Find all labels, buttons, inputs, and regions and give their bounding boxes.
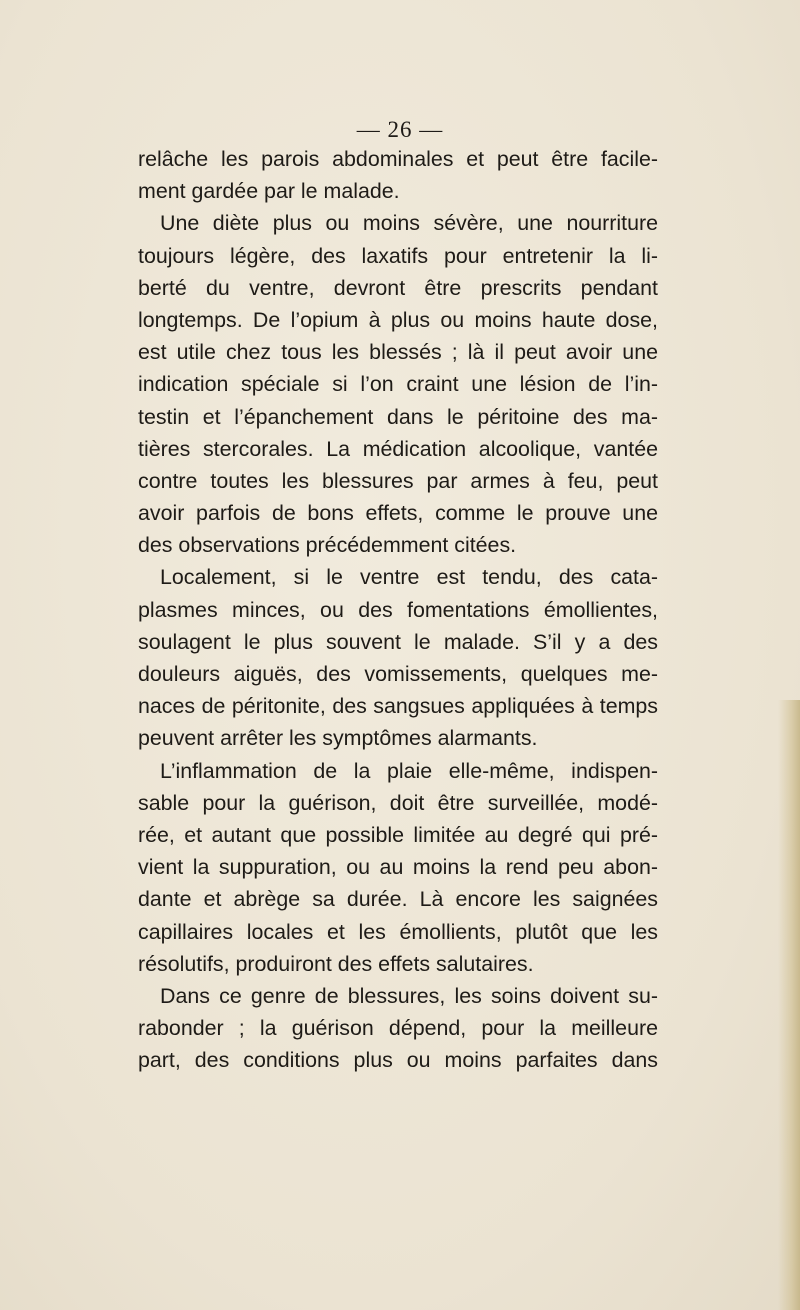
text-line: testin et l’épanchement dans le péritoine des ma- xyxy=(138,404,658,429)
text-line: Une diète plus ou moins sévère, une nourriture xyxy=(160,211,658,236)
text-line: soulagent le plus souvent le malade. S’il y a des xyxy=(138,629,658,654)
text-line: naces de péritonite, des sangsues appliquées à temps xyxy=(138,694,658,719)
text-line: avoir parfois de bons effets, comme le prouve une xyxy=(138,501,658,526)
text-line: est utile chez tous les blessés ; là il peut avoir une xyxy=(138,340,658,365)
body-text xyxy=(138,143,658,1076)
text-line: dante et abrège sa durée. Là encore les saignées xyxy=(138,887,658,912)
text-line: relâche les parois abdominales et peut être facile- xyxy=(138,147,658,171)
text-line: L’inflammation de la plaie elle-même, indispen- xyxy=(160,758,658,783)
text-line: part, des conditions plus ou moins parfaites dans xyxy=(138,1048,658,1073)
text-line: berté du ventre, devront être prescrits pendant xyxy=(138,275,658,300)
text-line: peuvent arrêter les symptômes alarmants. xyxy=(138,726,538,751)
text-line: indication spéciale si l’on craint une lésion de l’in- xyxy=(138,372,658,397)
text-line: rée, et autant que possible limitée au degré qui pré- xyxy=(138,822,658,847)
text-line: des observations précédemment citées. xyxy=(138,533,517,558)
text-line: vient la suppuration, ou au moins la rend peu abon- xyxy=(138,855,658,880)
text-line: contre toutes les blessures par armes à feu, peut xyxy=(138,468,658,493)
page-edge-stain xyxy=(778,700,800,1310)
text-line: Localement, si le ventre est tendu, des cata- xyxy=(160,565,658,590)
text-line: ment gardée par le malade. xyxy=(138,179,400,204)
text-line: douleurs aiguës, des vomissements, quelques me- xyxy=(138,662,658,686)
text-line: plasmes minces, ou des fomentations émollientes, xyxy=(138,597,658,622)
text-line: résolutifs, produiront des effets salutaires. xyxy=(138,951,534,976)
page-number: — 26 — xyxy=(356,117,444,142)
text-line: capillaires locales et les émollients, plutôt que les xyxy=(138,919,658,944)
text-line: rabonder ; la guérison dépend, pour la meilleure xyxy=(138,1016,658,1041)
text-line: longtemps. De l’opium à plus ou moins haute dose, xyxy=(138,307,658,332)
text-line: Dans ce genre de blessures, les soins doivent su- xyxy=(160,983,658,1008)
text-line: sable pour la guérison, doit être surveillée, modé- xyxy=(138,790,658,815)
text-line: toujours légère, des laxatifs pour entretenir la li- xyxy=(138,243,658,268)
text-line: tières stercorales. La médication alcoolique, vantée xyxy=(138,436,658,461)
